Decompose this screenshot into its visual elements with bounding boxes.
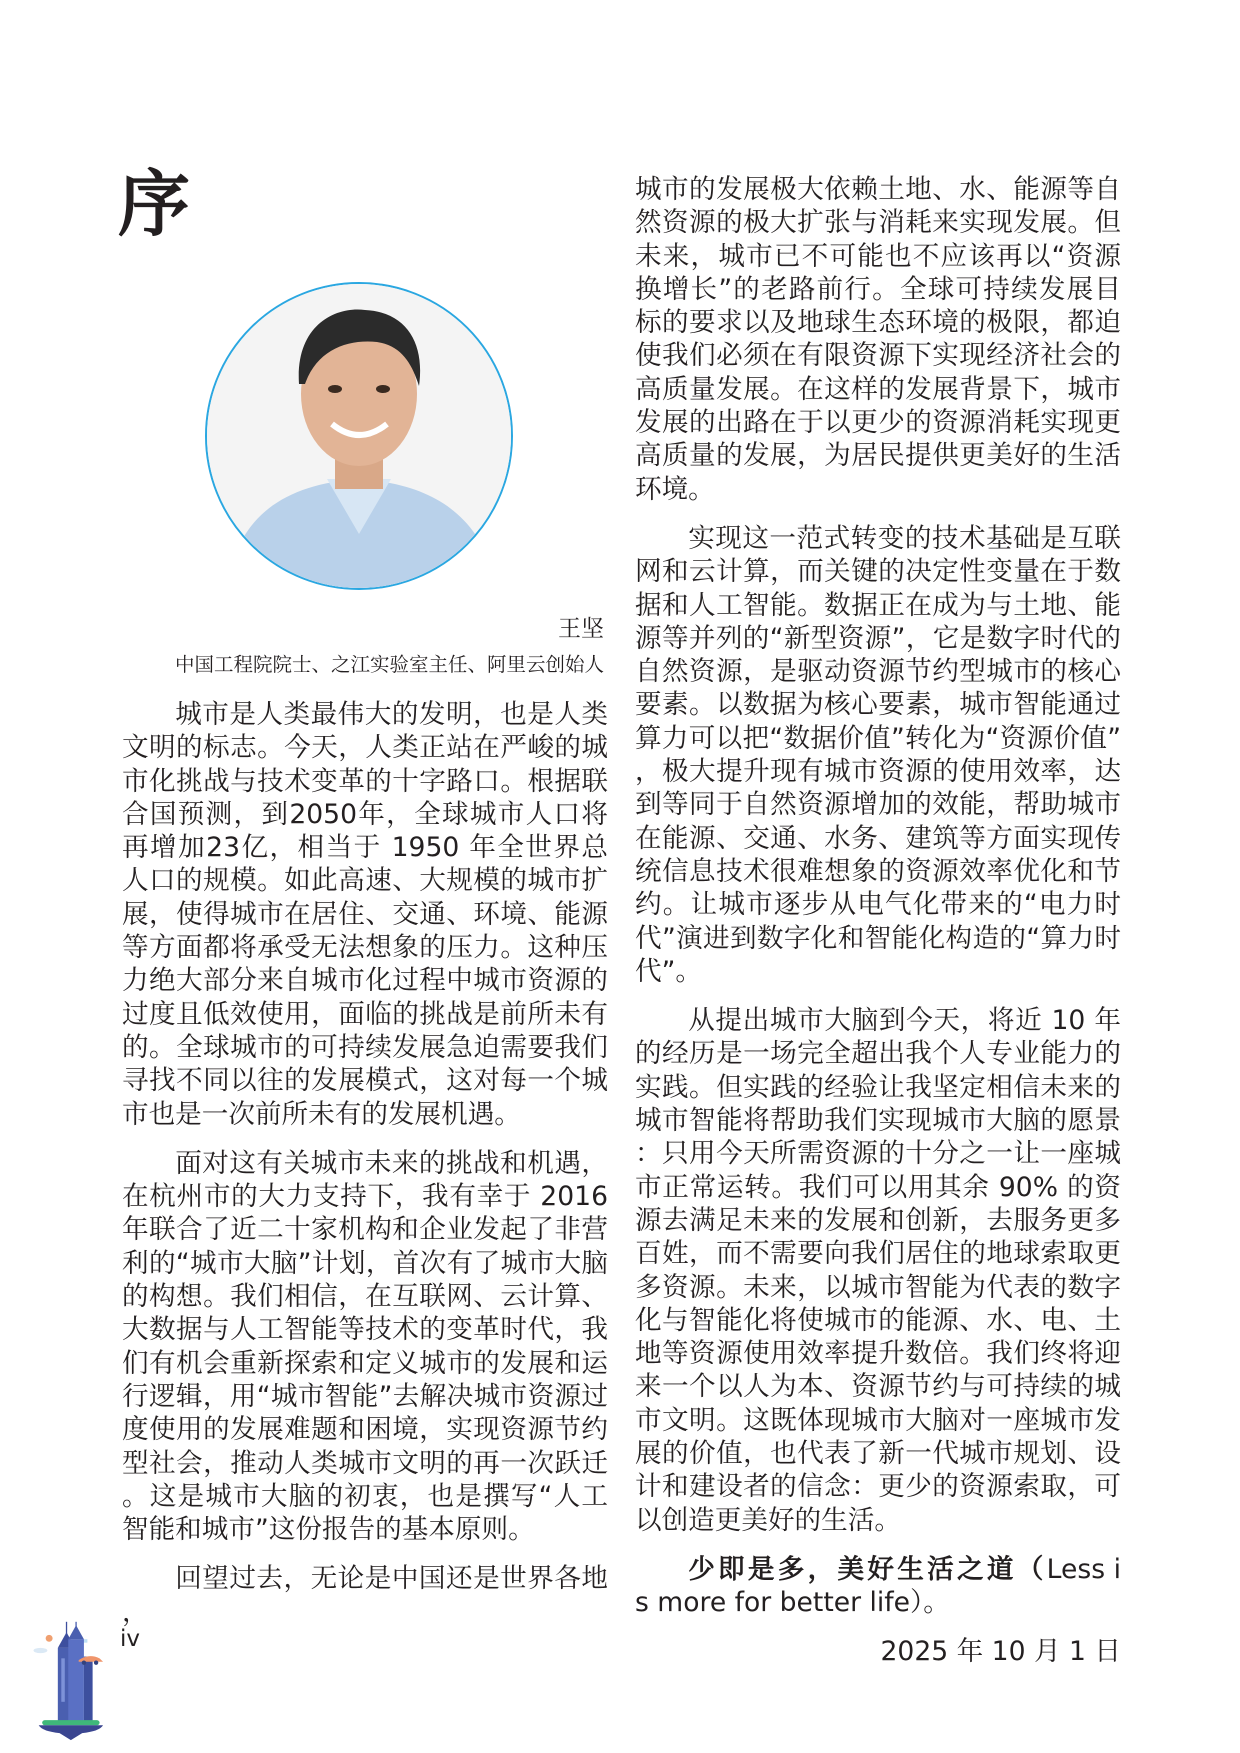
author-affiliation: 中国工程院院士、之江实验室主任、阿里云创始人 [174,653,604,676]
ai-city-logo-icon [30,1613,110,1748]
paragraph: 面对这有关城市未来的挑战和机遇，在杭州市的大力支持下，我有幸于 2016 年联合了近二十家机构和企业发起了非营利的“城市大脑”计划，首次有了城市大脑的构想。我们相信，在互联网、云计算、大数据与人工智能等技术的变革时代，我们有机会重新探索和定义城市的发展和运行逻辑，用“城市智能”去解决城市资源过度使用的发展难题和困境，实现资源节约型社会，推动人类城市文明的再一次跃迁。这是城市大脑的初衷，也是撰写“人工智能和城市”这份报告的基本原则。 [122,1147,608,1546]
motto-english: Less is more for better life [635,1553,1121,1619]
paragraph: 城市是人类最伟大的发明，也是人类文明的标志。今天，人类正站在严峻的城市化挑战与技术变革的十字路口。根据联合国预测，到2050年，全球城市人口将再增加23亿，相当于 1950 年全世界总人口的规模。如此高速、大规模的城市扩展，使得城市在居住、交通、环境、能源等方面都将承受无法想象的压力。这种压力绝大部分来自城市化过程中城市资源的过度且低效使用，面临的挑战是前所未有的。全球城市的可持续发展急迫需要我们寻找不同以往的发展模式，这对每一个城市也是一次前所未有的发展机遇。 [122,699,608,1130]
motto [635,1553,1121,1620]
right-column [635,173,1121,1685]
left-column [122,698,608,1645]
paragraph: 实现这一范式转变的技术基础是互联网和云计算，而关键的决定性变量在于数据和人工智能。数据正在成为与土地、能源等并列的“新型资源”，它是数字时代的自然资源，是驱动资源节约型城市的核心要素。以数据为核心要素，城市智能通过算力可以把“数据价值”转化为“资源价值”，极大提升现有城市资源的使用效率，达到等同于自然资源增加的效能，帮助城市在能源、交通、水务、建筑等方面实现传统信息技术很难想象的资源效率优化和节约。让城市逐步从电气化带来的“电力时代”演进到数字化和智能化构造的“算力时代”。 [635,522,1121,987]
author-photo [205,282,513,590]
author-name: 王坚 [558,616,604,642]
page-number: iv [120,1626,141,1652]
author-portrait-image [207,284,511,588]
motto-end: ）。 [910,1587,950,1619]
paragraph: 回望过去，无论是中国还是世界各地， [122,1563,608,1628]
page-footer [30,1613,230,1753]
motto-chinese: 少即是多，美好生活之道（ [688,1553,1047,1585]
paragraph-continuation: 城市的发展极大依赖土地、水、能源等自然资源的极大扩张与消耗来实现发展。但未来，城市已不可能也不应该再以“资源换增长”的老路前行。全球可持续发展目标的要求以及地球生态环境的极限，都迫使我们必须在有限资源下实现经济社会的高质量发展。在这样的发展背景下，城市发展的出路在于以更少的资源消耗实现更高质量的发展，为居民提供更美好的生活环境。 [635,174,1121,505]
paragraph: 从提出城市大脑到今天，将近 10 年的经历是一场完全超出我个人专业能力的实践。但实践的经验让我坚定相信未来的城市智能将帮助我们实现城市大脑的愿景：只用今天所需资源的十分之一让一座城市正常运转。我们可以用其余 90% 的资源去满足未来的发展和创新，去服务更多百姓，而不需要向我们居住的地球索取更多资源。未来，以城市智能为代表的数字化与智能化将使城市的能源、水、电、土地等资源使用效率提升数倍。我们终将迎来一个以人为本、资源节约与可持续的城市文明。这既体现城市大脑对一座城市发展的价值，也代表了新一代城市规划、设计和建设者的信念：更少的资源索取，可以创造更美好的生活。 [635,1005,1121,1536]
page-title: 序 [118,161,191,246]
signature-date: 2025 年 10 月 1 日 [880,1636,1121,1668]
